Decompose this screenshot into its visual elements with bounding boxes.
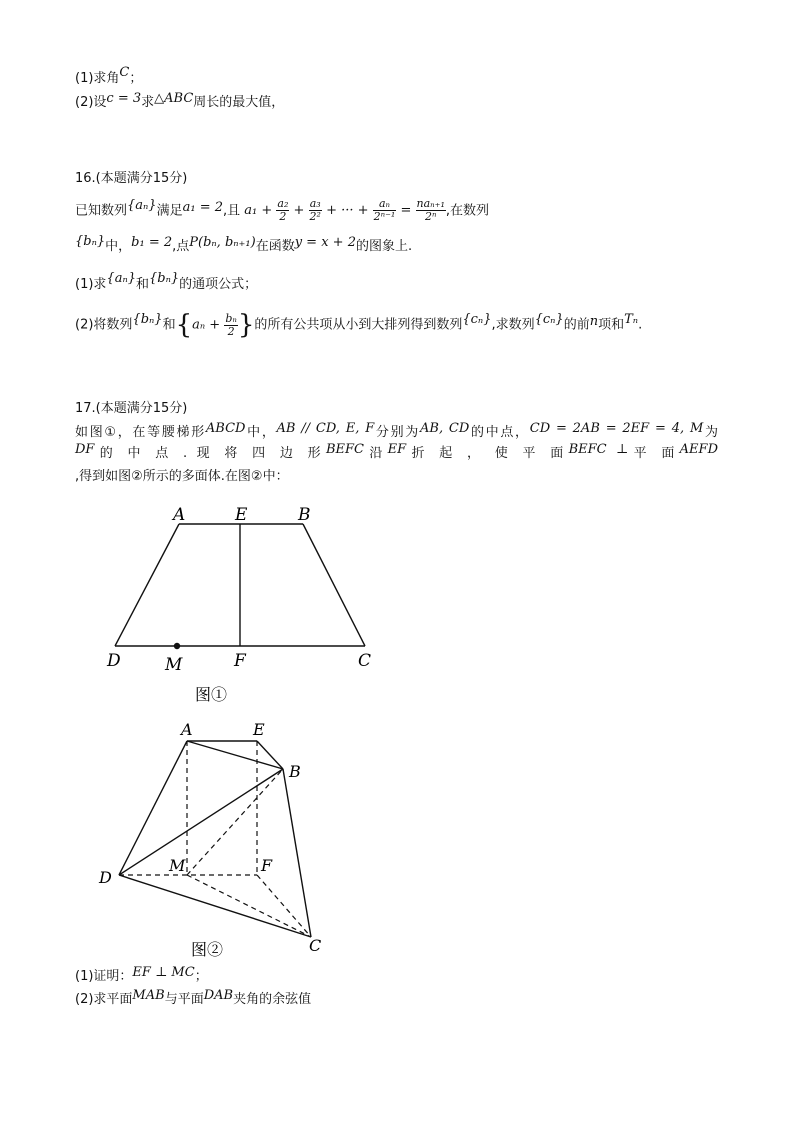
frac-a3-den: 2²	[309, 210, 321, 223]
q16-p2-c: 的所有公共项从小到大排列得到数列	[254, 317, 463, 333]
q17-p1-a: (1)证明：	[75, 969, 133, 984]
fig2-edge-dc	[119, 875, 311, 937]
q16-text-a: 已知数列	[75, 203, 128, 219]
q16-l2-c: 在函数	[255, 239, 295, 254]
seq-a: {aₙ}	[127, 197, 157, 213]
var-n: n	[589, 313, 599, 329]
q16-line1	[75, 198, 489, 225]
fig2-label-b: B	[289, 762, 301, 781]
q17-l1-d: 的中点，	[469, 425, 530, 440]
fig1-label-c: C	[358, 651, 372, 671]
q16-p2-f: 项和	[598, 317, 625, 333]
q15-part2-ask: 求	[141, 95, 155, 110]
q17-lengths: CD = 2AB = 2EF = 4, M	[529, 421, 704, 436]
sum-dots: + ··· +	[321, 203, 373, 218]
fig2-label-m: M	[169, 856, 186, 875]
fig1-label-m: M	[165, 655, 183, 675]
b1-value: b₁ = 2	[131, 235, 173, 250]
q16-l2-d: 的图象上.	[355, 239, 413, 254]
q16-text-d: ,在数列	[445, 203, 489, 219]
q16-part1	[75, 271, 258, 294]
figure-2	[95, 715, 335, 960]
q17-aefd: AEFD	[679, 442, 718, 457]
frac-a3	[309, 198, 322, 223]
q17-header: 17.(本题满分15分)	[75, 401, 188, 416]
fig1-edge-bc	[303, 524, 365, 646]
frac-rhs-num: naₙ₊₁	[416, 197, 445, 210]
q17-part2	[75, 988, 312, 1009]
sum-equation: a₁ + $\frac{\text{a₂}}{2}$ + $\frac{\text{a₃}}{\text{2²}}$ + ··· + $\frac{\text{aₙ}}{\text{2ⁿ⁻¹}}$ = $\frac{\text{naₙ₊₁}}{\text{2ⁿ}}$	[244, 197, 445, 223]
point-p: P(bₙ, bₙ₊₁)	[189, 235, 256, 250]
q17-l2-d: 平 面	[628, 446, 680, 461]
q17-line2	[75, 442, 718, 463]
fig2-caption: 图②	[191, 940, 224, 959]
fig1-label-b: B	[298, 505, 311, 525]
fig1-label-d: D	[107, 651, 121, 671]
q16-text-b: 满足	[156, 203, 183, 219]
fig2-edge-ab	[187, 741, 283, 769]
fig1-edge-da	[115, 524, 179, 646]
q16-p2-seq-b: {bₙ}	[132, 311, 163, 327]
frac-a2-num: a₂	[277, 197, 289, 210]
q17-l2-a: 的 中 点 . 现 将 四 边 形	[94, 446, 326, 461]
q16-p2-e: 的前	[563, 317, 590, 333]
frac-bn-2	[224, 313, 238, 338]
q17-ab-cd: AB, CD	[420, 421, 470, 436]
q17-l2-c: 折 起 ， 使 平 面	[406, 446, 569, 461]
frac-an-den: 2ⁿ⁻¹	[373, 210, 396, 223]
q16-p2-d: ,求数列	[491, 317, 535, 333]
q17-l1-a: 如图①，在等腰梯形	[75, 425, 206, 440]
q16-p2-seq-c: {cₙ}	[534, 311, 564, 327]
fig1-caption: 图①	[195, 685, 228, 704]
q16-text-c: ,且	[222, 203, 241, 219]
q17-line3: ,得到如图②所示的多面体.在图②中：	[75, 469, 289, 484]
q17-p1-expr: EF ⊥ MC	[132, 965, 195, 980]
fig2-label-c: C	[309, 936, 322, 955]
fig1-point-m	[174, 643, 180, 649]
q15-c-value: c = 3	[106, 91, 142, 106]
seq-b: {bₙ}	[75, 234, 106, 249]
sum-a1: a₁ +	[244, 203, 277, 218]
q16-p2-g: .	[638, 317, 643, 333]
sum-equals: =	[396, 203, 416, 218]
fig2-label-f: F	[261, 856, 273, 875]
q16-p2-a: (2)将数列	[75, 317, 133, 333]
frac-a2	[276, 198, 289, 223]
fig2-edge-bc	[283, 769, 311, 937]
fig2-edge-mc	[187, 875, 311, 937]
q17-p2-b: 与平面	[164, 992, 204, 1007]
frac-bn-den: 2	[227, 324, 235, 338]
frac-an	[373, 198, 397, 223]
q16-header: 16.(本题满分15分)	[75, 171, 188, 186]
q17-ef: EF	[387, 442, 407, 457]
q17-befc-perp: BEFC ⊥	[568, 442, 629, 457]
q15-part1	[75, 65, 143, 88]
frac-rhs	[416, 198, 446, 223]
q16-p1-b: 和	[135, 277, 149, 292]
q17-l1-b: 中，	[245, 425, 277, 440]
function-expr: y = x + 2	[294, 235, 356, 250]
fig2-label-d: D	[99, 868, 112, 887]
fig2-label-e: E	[253, 720, 265, 739]
fig2-label-a: A	[181, 720, 193, 739]
frac-bn-num: bₙ	[225, 311, 237, 325]
q17-plane-mab: MAB	[132, 988, 165, 1003]
fig1-label-a: A	[173, 505, 186, 525]
q17-abcd: ABCD	[205, 421, 246, 436]
q15-part2-end: 周长的最大值，	[193, 95, 285, 110]
q15-triangle: △ABC	[154, 91, 194, 106]
seq-c: {cₙ}	[462, 311, 492, 327]
q16-p2-b: 和	[162, 317, 176, 333]
var-tn: Tₙ	[624, 311, 639, 327]
q16-part2: (2)将数列{bₙ}和{aₙ + $\frac{\text{bₙ}}{2}$ }的所有公共项从小到大排列得到数列{cₙ},求数列{cₙ}的前n项和Tₙ.	[75, 310, 643, 340]
fig2-edge-ad	[119, 741, 187, 875]
q16-line2	[75, 234, 413, 256]
q16-p1-c: 的通项公式；	[179, 277, 258, 292]
frac-an-num: aₙ	[373, 198, 397, 211]
q15-angle-var: C	[119, 65, 130, 80]
q17-df: DF	[75, 442, 95, 457]
q17-l1-e: 为	[703, 425, 718, 440]
q17-p1-b: ；	[194, 969, 208, 984]
q17-l2-b: 沿	[364, 446, 388, 461]
q16-p1-seq-a: {aₙ}	[106, 271, 136, 286]
q16-l2-a: 中，	[105, 239, 132, 254]
frac-a3-num: a₃	[309, 197, 321, 210]
fig1-label-f: F	[234, 651, 246, 671]
a1-value: a₁ = 2	[182, 199, 223, 215]
fig1-label-e: E	[235, 505, 248, 525]
frac-rhs-den: 2ⁿ	[424, 210, 437, 223]
q15-part1-end: ；	[129, 71, 143, 86]
q16-l2-b: ,点	[172, 239, 190, 254]
q17-plane-dab: DAB	[203, 988, 234, 1003]
q17-befc: BEFC	[325, 442, 364, 457]
q16-p1-a: (1)求	[75, 277, 107, 292]
q17-part1	[75, 965, 208, 986]
q17-l1-c: 分别为	[374, 425, 420, 440]
q17-line1	[75, 421, 718, 442]
q15-part2-text: (2)设	[75, 95, 107, 110]
q17-p2-a: (2)求平面	[75, 992, 133, 1007]
q15-part1-text: (1)求角	[75, 71, 120, 86]
q15-part2	[75, 91, 285, 112]
q17-p2-c: 夹角的余弦值	[233, 992, 312, 1007]
q16-p1-seq-b: {bₙ}	[149, 271, 180, 286]
q16-p2-inner: aₙ +	[192, 317, 225, 333]
figure-1	[95, 500, 395, 710]
q17-parallel: AB // CD, E, F	[276, 421, 375, 436]
frac-a2-den: 2	[279, 210, 287, 223]
